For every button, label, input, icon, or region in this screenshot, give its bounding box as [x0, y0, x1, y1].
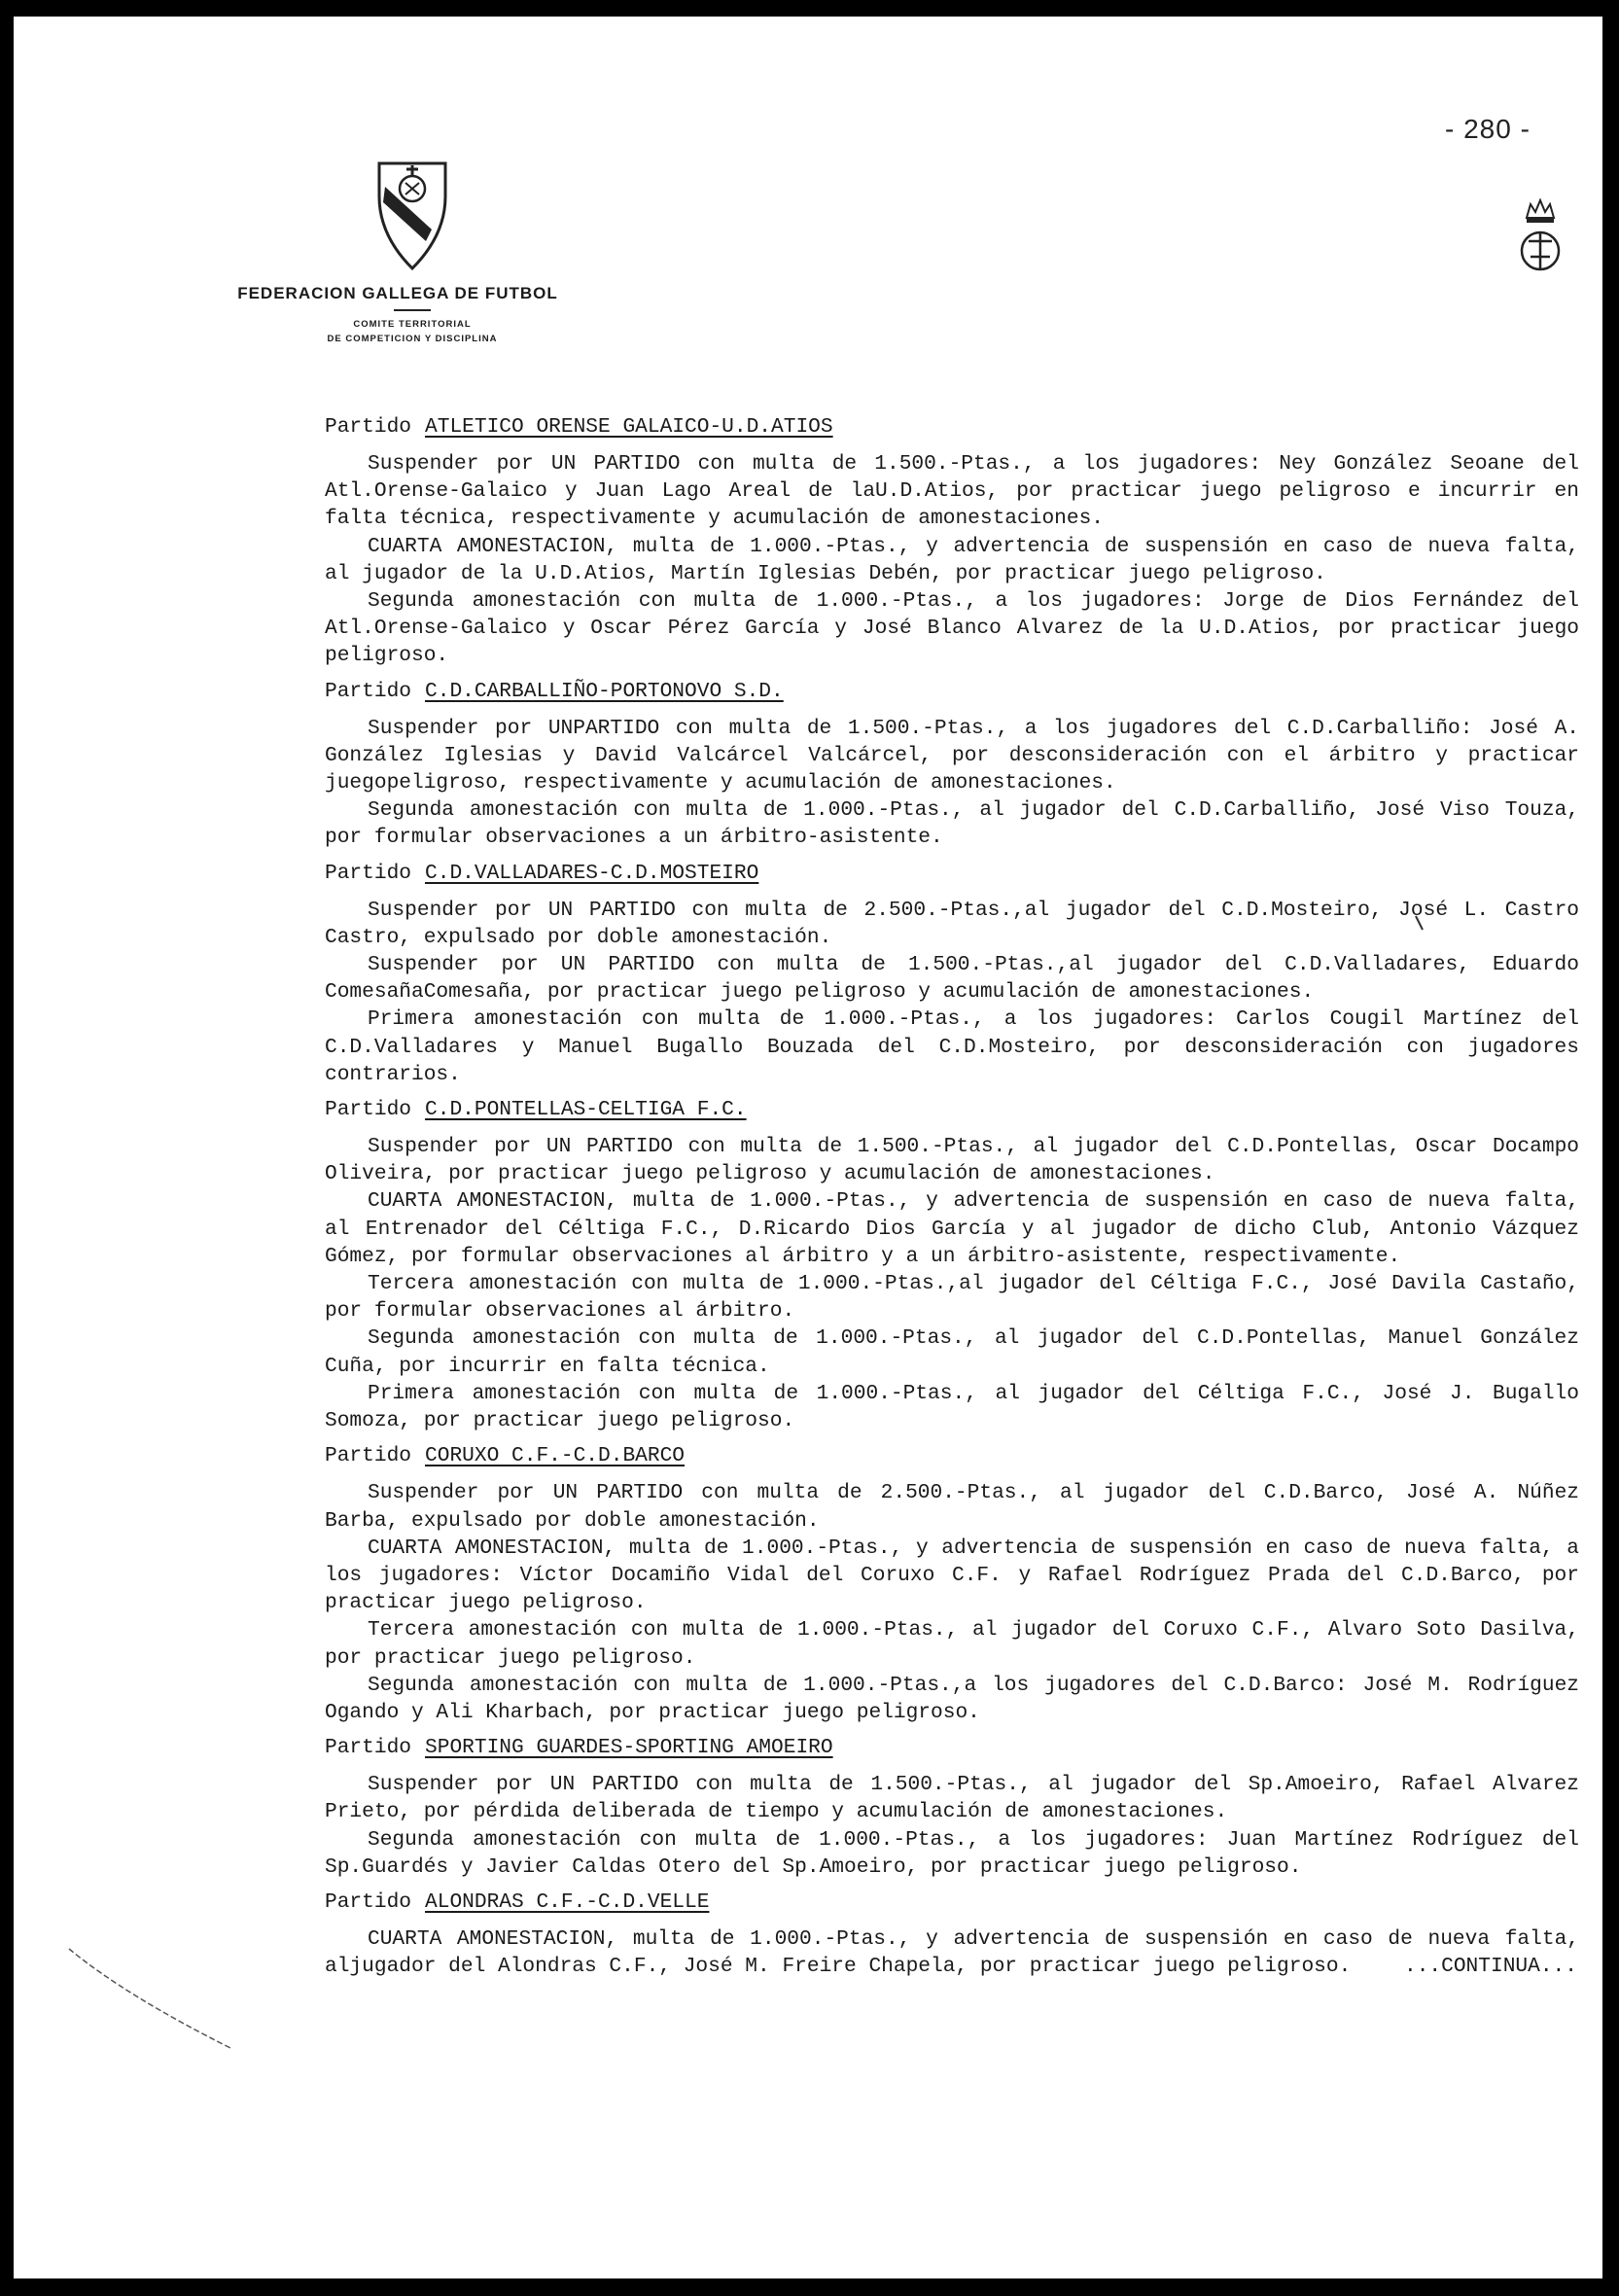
sanction-paragraph: Suspender por UN PARTIDO con multa de 2.500.-Ptas.,al jugador del C.D.Mosteiro, José L. Castro Castro, expulsado por doble amonestación.	[325, 898, 1579, 949]
match-teams: C.D.VALLADARES-C.D.MOSTEIRO	[425, 861, 759, 885]
sanction-paragraph: Primera amonestación con multa de 1.000.-Ptas., al jugador del Céltiga F.C., José J. Bugallo Somoza, por practicar juego peligroso.	[325, 1381, 1579, 1433]
match-heading	[325, 678, 1579, 705]
sanction-paragraph: Segunda amonestación con multa de 1.000.-Ptas., a los jugadores: Juan Martínez Rodríguez del Sp.Guardés y Javier Caldas Otero del Sp.Amoeiro, por practicar juego peligroso.	[325, 1827, 1579, 1879]
sanction-paragraph: Suspender por UNPARTIDO con multa de 1.500.-Ptas., a los jugadores del C.D.Carballiño: José A. González Iglesias y David Valcárcel Valcárcel, por desconsideración con el árbitro y practicar juegopeligroso, respectivamente y acumulación de amonestaciones.	[325, 716, 1579, 795]
match-teams: ATLETICO ORENSE GALAICO-U.D.ATIOS	[425, 415, 833, 439]
sanction-paragraph: CUARTA AMONESTACION, multa de 1.000.-Ptas., y advertencia de suspensión en caso de nueva falta, a los jugadores: Víctor Docamiño Vidal del Coruxo C.F. y Rafael Rodríguez Prada del C.D.Barco, por practicar juego peligroso.	[325, 1536, 1579, 1615]
match-label: Partido	[325, 861, 412, 885]
letterhead-divider	[394, 309, 431, 311]
match-label: Partido	[325, 1736, 412, 1760]
sanction-paragraph: Suspender por UN PARTIDO con multa de 1.500.-Ptas., al jugador del C.D.Pontellas, Oscar Docampo Oliveira, por practicar juego peligroso y acumulación de amonestaciones.	[325, 1135, 1579, 1186]
match-label: Partido	[325, 1098, 412, 1122]
sanction-paragraph: Tercera amonestación con multa de 1.000.-Ptas.,al jugador del Céltiga F.C., José Davila Castaño, por formular observaciones al árbitro.	[325, 1272, 1579, 1324]
sanction-paragraph: CUARTA AMONESTACION, multa de 1.000.-Ptas., y advertencia de suspensión en caso de nueva falta, al Entrenador del Céltiga F.C., D.Ricardo Dios García y al jugador de dicho Club, Antonio Vázquez Gómez, por formular observaciones al árbitro y a un árbitro-asistente, respectivamente.	[325, 1189, 1579, 1268]
match-section	[325, 678, 1579, 852]
match-heading	[325, 1442, 1579, 1469]
letterhead	[237, 158, 578, 346]
match-teams: SPORTING GUARDES-SPORTING AMOEIRO	[425, 1736, 833, 1760]
match-teams: ALONDRAS C.F.-C.D.VELLE	[425, 1890, 710, 1914]
sanction-paragraph: CUARTA AMONESTACION, multa de 1.000.-Ptas., y advertencia de suspensión en caso de nueva falta, aljugador del Alondras C.F., José M. Freire Chapela, por practicar juego peligroso.	[325, 1926, 1579, 1979]
continua-marker: ...CONTINUA...	[1403, 1955, 1577, 1979]
sanction-paragraph: Segunda amonestación con multa de 1.000.-Ptas., a los jugadores: Jorge de Dios Fernández del Atl.Orense-Galaico y Oscar Pérez García y José Blanco Alvarez de la U.D.Atios, por practicar juego peligroso.	[325, 589, 1579, 668]
match-heading	[325, 1889, 1579, 1916]
committee-line-2: DE COMPETICION Y DISCIPLINA	[327, 334, 498, 344]
match-label: Partido	[325, 1890, 412, 1914]
sanction-paragraph: Primera amonestación con multa de 1.000.-Ptas., a los jugadores: Carlos Cougil Martínez del C.D.Valladares y Manuel Bugallo Bouzada del C.D.Mosteiro, por desconsideración con jugadores contrarios.	[325, 1007, 1579, 1086]
match-heading	[325, 1096, 1579, 1123]
match-teams: C.D.CARBALLIÑO-PORTONOVO S.D.	[425, 679, 784, 703]
document-page	[14, 17, 1602, 2278]
match-section	[325, 1442, 1579, 1726]
match-heading	[325, 860, 1579, 887]
federation-name: FEDERACION GALLEGA DE FUTBOL	[237, 284, 558, 302]
match-teams: C.D.PONTELLAS-CELTIGA F.C.	[425, 1098, 747, 1122]
match-section	[325, 1096, 1579, 1434]
match-heading	[325, 413, 1579, 441]
sanction-paragraph: Segunda amonestación con multa de 1.000.-Ptas., al jugador del C.D.Pontellas, Manuel González Cuña, por incurrir en falta técnica.	[325, 1326, 1579, 1378]
resolutions-body	[325, 407, 1579, 1989]
tick-mark	[1414, 914, 1425, 934]
sanction-paragraph: CUARTA AMONESTACION, multa de 1.000.-Ptas., y advertencia de suspensión en caso de nueva falta, al jugador de la U.D.Atios, Martín Iglesias Debén, por practicar juego peligroso.	[325, 534, 1579, 585]
sanction-paragraph: Suspender por UN PARTIDO con multa de 2.500.-Ptas., al jugador del C.D.Barco, José A. Núñez Barba, expulsado por doble amonestación.	[325, 1481, 1579, 1533]
match-label: Partido	[325, 1444, 412, 1468]
match-label: Partido	[325, 415, 412, 439]
committee-line-1: COMITE TERRITORIAL	[353, 319, 472, 330]
sanction-paragraph: Suspender por UN PARTIDO con multa de 1.500.-Ptas., a los jugadores: Ney González Seoane del Atl.Orense-Galaico y Juan Lago Areal de laU.D.Atios, por practicar juego peligroso e incurrir en falta técnica, respectivamente y acumulación de amonestaciones.	[325, 452, 1579, 531]
sanction-paragraph: Suspender por UN PARTIDO con multa de 1.500.-Ptas.,al jugador del C.D.Valladares, Eduardo ComesañaComesaña, por practicar juego peligroso y acumulación de amonestaciones.	[325, 953, 1579, 1005]
match-teams: CORUXO C.F.-C.D.BARCO	[425, 1444, 686, 1468]
match-section	[325, 860, 1579, 1088]
match-heading	[325, 1734, 1579, 1761]
match-section	[325, 1889, 1579, 1981]
sanction-paragraph: Suspender por UN PARTIDO con multa de 1.500.-Ptas., al jugador del Sp.Amoeiro, Rafael Alvarez Prieto, por pérdida deliberada de tiempo y acumulación de amonestaciones.	[325, 1773, 1579, 1824]
match-label: Partido	[325, 679, 412, 703]
sanction-paragraph: Tercera amonestación con multa de 1.000.-Ptas., al jugador del Coruxo C.F., Alvaro Soto Dasilva, por practicar juego peligroso.	[325, 1618, 1579, 1670]
page-number: - 280 -	[1445, 114, 1531, 144]
sanction-paragraph: Segunda amonestación con multa de 1.000.-Ptas.,a los jugadores del C.D.Barco: José M. Rodríguez Ogando y Ali Kharbach, por practicar juego peligroso.	[325, 1673, 1579, 1724]
match-section	[325, 413, 1579, 670]
federation-shield-icon	[373, 158, 451, 272]
sanction-paragraph: Segunda amonestación con multa de 1.000.-Ptas., al jugador del C.D.Carballiño, José Viso Touza, por formular observaciones a un árbitro-asistente.	[325, 798, 1579, 850]
match-section	[325, 1734, 1579, 1881]
crowned-emblem-icon	[1519, 196, 1562, 284]
pencil-stroke-mark	[67, 1947, 242, 2054]
